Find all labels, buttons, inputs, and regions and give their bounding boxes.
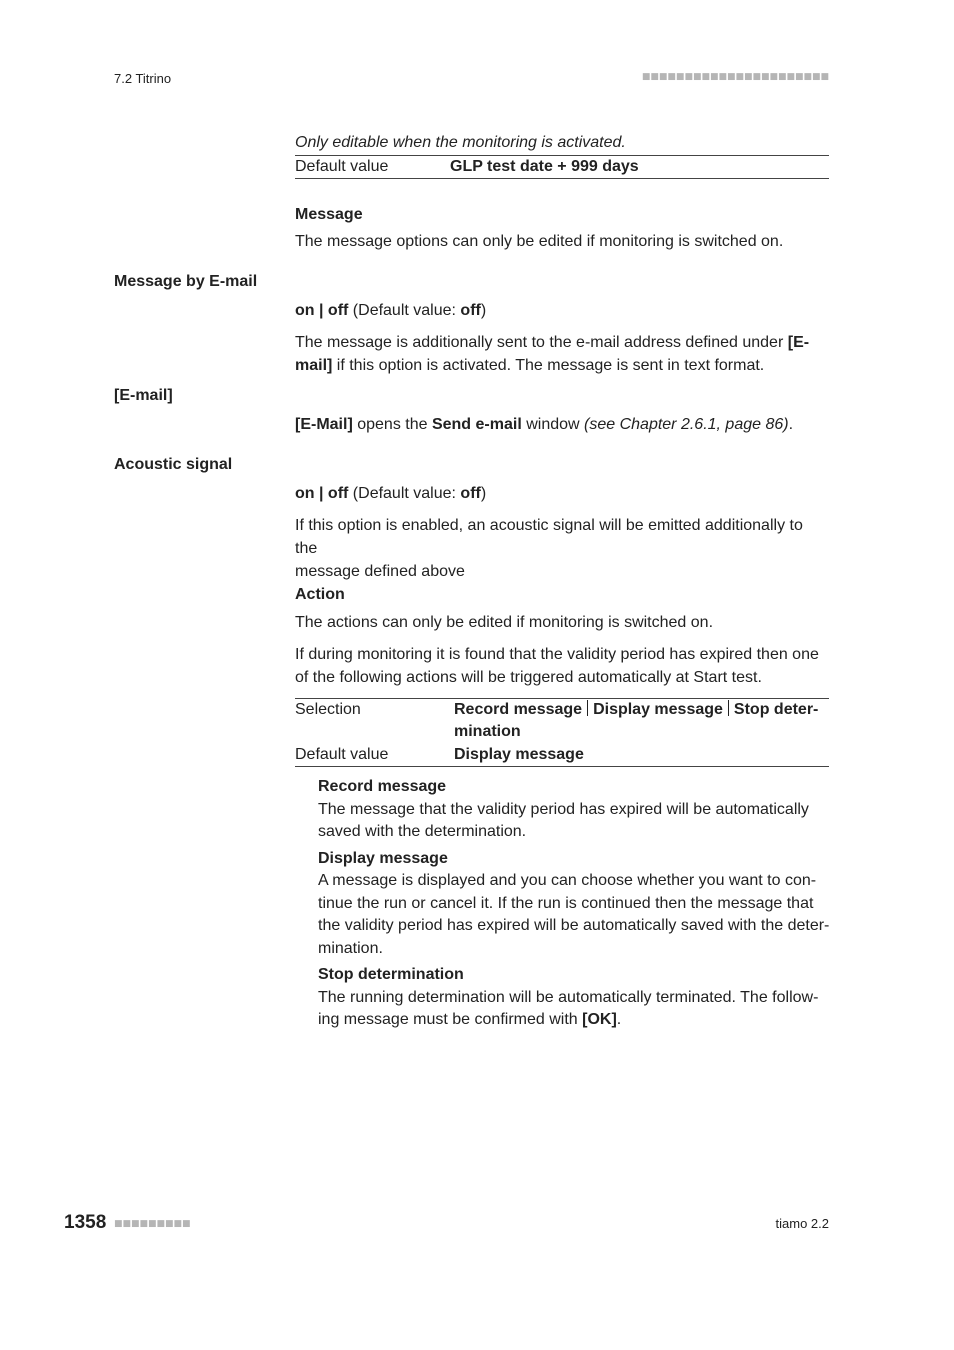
acoustic-desc — [295, 514, 829, 583]
option-desc — [318, 987, 830, 1032]
desc-part: The message is additionally sent to the e-mail address defined under — [295, 334, 788, 351]
desc-line: The message that the validity period has expired will be automatically — [318, 800, 809, 818]
desc-part: . — [616, 1011, 622, 1028]
desc-line: If this option is enabled, an acoustic signal will be emitted additionally to the — [295, 517, 803, 557]
opt-on: on — [295, 302, 315, 319]
action-heading: Action — [295, 586, 345, 603]
desc-line: of the following actions will be triggered automatically at Start test. — [295, 669, 762, 686]
selection-options — [454, 699, 829, 743]
selection-option: Display message — [593, 701, 723, 718]
desc-line: saved with the determination. — [318, 823, 527, 840]
default-suffix: ) — [480, 485, 487, 502]
opt-off: off — [327, 485, 349, 502]
send-email-window-ref: Send e-mail — [431, 416, 522, 433]
message-heading: Message — [295, 206, 363, 223]
action-table — [295, 699, 829, 766]
action-default-value: Display message — [454, 746, 584, 763]
desc-part: ing message must be confirmed with — [318, 1011, 583, 1028]
option-title: Record message — [318, 778, 447, 795]
desc-line: mination. — [318, 939, 383, 957]
product-name: tiamo 2.2 — [775, 1216, 829, 1231]
page-number: 1358 — [64, 1212, 107, 1233]
desc-line: The running determination will be automatically terminated. The follow- — [318, 988, 819, 1006]
desc-line: If during monitoring it is found that the validity period has expired then one — [295, 646, 819, 663]
option-list — [318, 776, 830, 1032]
action-default-label: Default value — [295, 746, 389, 763]
intro-block — [295, 131, 829, 179]
selection-option-cont: mination — [454, 723, 521, 740]
desc-part: window — [521, 416, 585, 433]
message-text: The message options can only be edited if monitoring is switched on. — [295, 233, 784, 250]
acoustic-signal-body — [295, 482, 829, 583]
ok-button-ref: [OK] — [582, 1011, 617, 1028]
action-text1: The actions can only be edited if monitoring is switched on. — [295, 614, 714, 631]
option-stop-determination — [318, 964, 830, 1032]
option-desc — [318, 870, 830, 960]
option-record-message — [318, 776, 830, 844]
email-button-ref: [E-Mail] — [295, 416, 353, 433]
footer-dots-decoration: ■■■■■■■■■ — [114, 1219, 191, 1229]
option-title: Display message — [318, 849, 448, 867]
message-by-email-body — [295, 299, 829, 377]
default-prefix: (Default value: — [348, 485, 461, 502]
selection-label: Selection — [295, 701, 361, 718]
email-button-desc — [295, 413, 829, 436]
acoustic-signal-heading: Acoustic signal — [114, 456, 233, 473]
default-val: off — [460, 302, 481, 319]
email-button-heading: [E-mail] — [114, 387, 173, 404]
desc-part: opens the — [352, 416, 432, 433]
desc-line: message defined above — [295, 563, 465, 580]
header-dots-decoration: ■■■■■■■■■■■■■■■■■■■■■■ — [641, 72, 829, 82]
option-display-message — [318, 848, 830, 961]
desc-part: if this option is activated. The message is sent in text format. — [332, 357, 765, 374]
default-val: off — [460, 485, 481, 502]
opt-off: off — [327, 302, 349, 319]
desc-line: A message is displayed and you can choose whether you want to con- — [318, 872, 817, 889]
chapter-link[interactable]: (see Chapter 2.6.1, page 86) — [584, 416, 789, 433]
running-header-section: 7.2 Titrino — [114, 71, 172, 86]
message-by-email-desc — [295, 331, 829, 377]
email-button-body — [295, 413, 829, 436]
intro-default-table — [295, 156, 829, 178]
desc-part: . — [788, 416, 794, 433]
default-suffix: ) — [480, 302, 487, 319]
desc-line: tinue the run or cancel it. If the run is continued then the message that — [318, 894, 814, 912]
intro-default-label: Default value — [295, 158, 389, 175]
message-by-email-heading: Message by E-mail — [114, 273, 258, 290]
selection-option: Record message — [454, 701, 583, 718]
selection-option: Stop deter- — [733, 701, 819, 718]
desc-bold: mail] — [295, 357, 333, 374]
intro-default-value: GLP test date + 999 days — [450, 158, 639, 175]
option-title: Stop determination — [318, 966, 464, 983]
opt-on: on — [295, 485, 315, 502]
desc-line: the validity period has expired will be automatically saved with the deter- — [318, 917, 830, 934]
desc-bold: [E- — [787, 334, 810, 351]
message-by-email-options: on | off (Default value: off) — [295, 302, 487, 319]
option-desc — [318, 799, 830, 844]
intro-note: Only editable when the monitoring is activated. — [295, 134, 626, 151]
action-text2 — [295, 643, 829, 689]
action-section — [295, 583, 829, 767]
acoustic-options: on | off (Default value: off) — [295, 485, 487, 502]
default-prefix: (Default value: — [348, 302, 461, 319]
message-section — [295, 203, 829, 253]
